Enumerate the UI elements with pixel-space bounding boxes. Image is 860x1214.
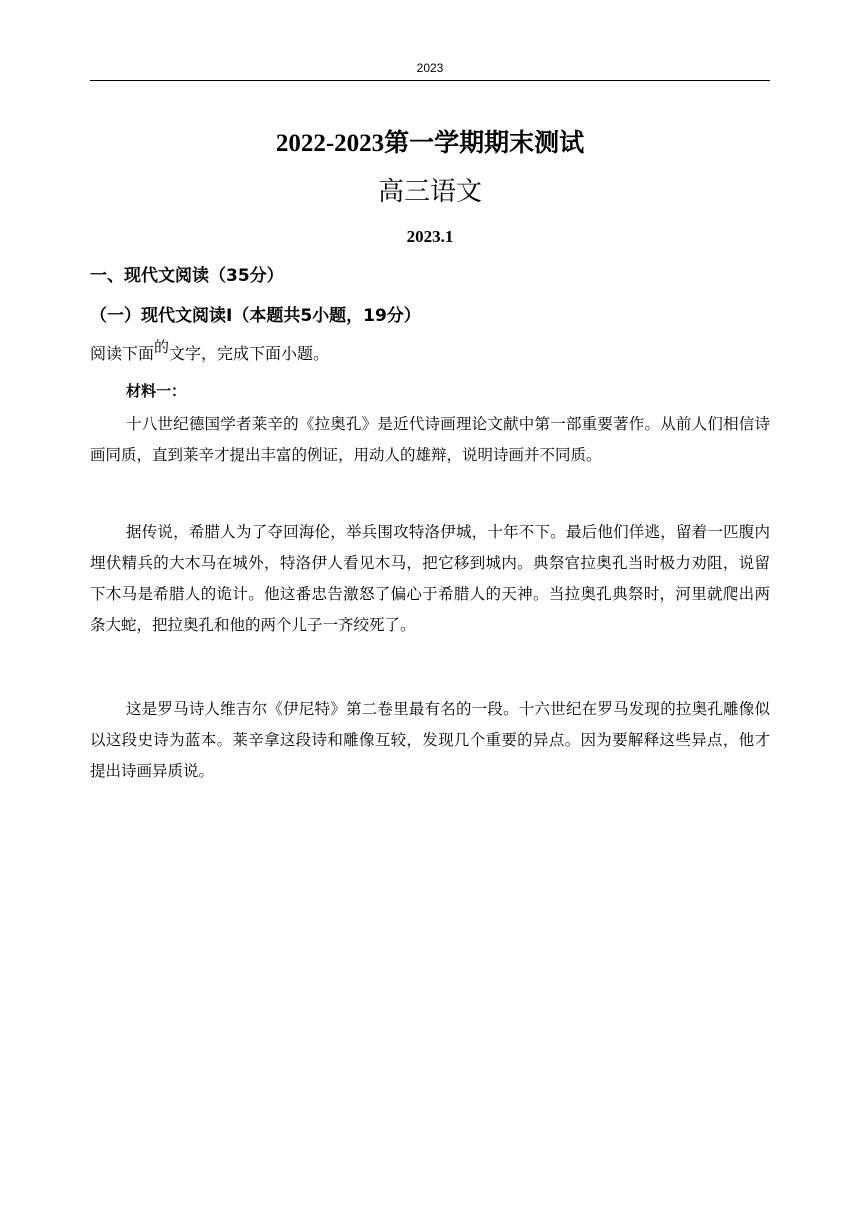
section-heading: 一、现代文阅读（35分）: [90, 266, 284, 286]
header-rule: [90, 80, 770, 81]
exam-date: 2023.1: [406, 227, 454, 246]
instruction-text-start: 阅读下面: [90, 344, 155, 363]
passage-paragraph-2: 据传说，希腊人为了夺回海伦，举兵围攻特洛伊城，十年不下。最后他们佯逃，留着一匹腹内埋伏精兵的大木马在城外，特洛伊人看见木马，把它移到城内。典祭官拉奥孔当时极力劝阻，说留下木马是希腊人的诡计。他这番忠告激怒了偏心于希腊人的天神。当拉奥孔典祭时，河里就爬出两条大蛇，把拉奥孔和他的两个儿子一齐绞死了。: [90, 523, 770, 634]
instruction-raised-character: 的: [154, 338, 170, 356]
exam-title: 2022-2023第一学期期末测试: [275, 130, 585, 157]
instruction-text-end: 文字，完成下面小题。: [169, 344, 330, 363]
material-label: 材料一：: [126, 382, 187, 400]
exam-subject: 高三语文: [377, 177, 482, 207]
running-header: 2023: [416, 61, 444, 75]
reading-instruction: [90, 338, 330, 364]
passage-paragraph-1: 十八世纪德国学者莱辛的《拉奥孔》是近代诗画理论文献中第一部重要著作。从前人们相信诗画同质，直到莱辛才提出丰富的例证，用动人的雄辩，说明诗画并不同质。: [90, 415, 770, 464]
passage-paragraph-3: 这是罗马诗人维吉尔《伊尼特》第二卷里最有名的一段。十六世纪在罗马发现的拉奥孔雕像似以这段史诗为蓝本。莱辛拿这段诗和雕像互较，发现几个重要的异点。因为要解释这些异点，他才提出诗画异质说。: [90, 700, 770, 780]
subsection-heading: （一）现代文阅读Ⅰ（本题共5小题，19分）: [90, 306, 421, 326]
